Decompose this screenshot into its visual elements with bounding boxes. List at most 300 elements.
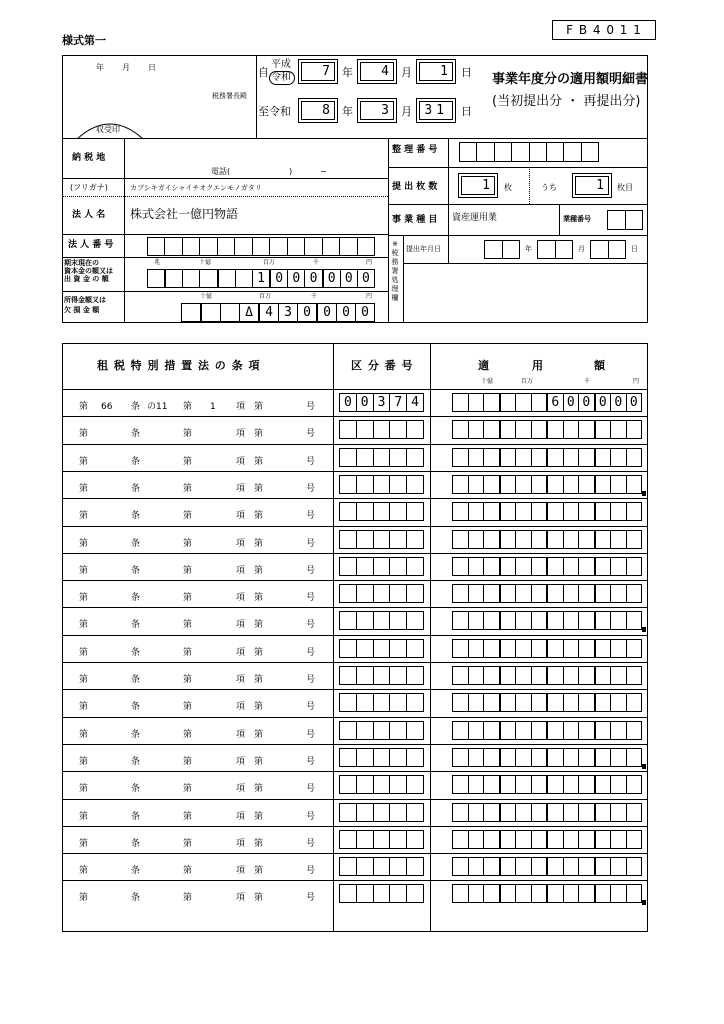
submit-year-field[interactable] bbox=[484, 240, 520, 259]
code-digit bbox=[357, 667, 374, 684]
amount-digit bbox=[611, 749, 627, 766]
dai-label: 第 bbox=[79, 483, 89, 494]
dai-label: 第 bbox=[254, 838, 264, 849]
amount-digit bbox=[516, 585, 532, 602]
amount-field[interactable] bbox=[452, 530, 642, 549]
code-digit bbox=[357, 503, 374, 520]
table-row bbox=[62, 799, 648, 826]
code-digit bbox=[390, 776, 407, 793]
amount-digit bbox=[516, 531, 532, 548]
of-field[interactable]: 1 bbox=[572, 173, 612, 198]
code-field[interactable] bbox=[339, 584, 424, 603]
dai-label: 第 bbox=[79, 675, 89, 685]
amount-digit bbox=[501, 394, 517, 411]
code-digit bbox=[374, 421, 391, 438]
amount-digit bbox=[532, 503, 549, 520]
digit-cell: 0 bbox=[361, 305, 369, 320]
amount-digit bbox=[548, 612, 564, 629]
amount-digit bbox=[627, 558, 642, 575]
code-digit bbox=[390, 804, 407, 821]
digit-cell bbox=[183, 270, 200, 287]
code-field[interactable] bbox=[339, 475, 424, 494]
amount-digit bbox=[532, 667, 549, 684]
amount-digit bbox=[627, 776, 642, 793]
kou-label: 項 bbox=[236, 620, 246, 631]
code-digit bbox=[357, 558, 374, 575]
capital-label-3: 出 資 金 の 額 bbox=[64, 275, 109, 283]
dai-label: 第 bbox=[183, 811, 193, 822]
amount-digit bbox=[484, 503, 501, 520]
dai-label: 第 bbox=[254, 620, 264, 631]
dai-label: 第 bbox=[254, 402, 264, 412]
amount-field[interactable] bbox=[452, 666, 642, 685]
amount-digit bbox=[532, 531, 549, 548]
amount-digit bbox=[548, 503, 564, 520]
amount-digit bbox=[579, 667, 596, 684]
digit-cell: 3 bbox=[279, 304, 298, 321]
amount-digit bbox=[579, 449, 596, 466]
amount-digit bbox=[516, 667, 532, 684]
amount-digit bbox=[579, 531, 596, 548]
table-row bbox=[62, 444, 648, 471]
capital-field[interactable] bbox=[147, 269, 375, 288]
jou-label: 条 bbox=[131, 429, 141, 440]
dai-label: 第 bbox=[183, 483, 193, 494]
sub-number[interactable]: の11 bbox=[147, 402, 168, 412]
receipt-day-label: 日 bbox=[148, 63, 156, 72]
gou-label: 号 bbox=[306, 483, 316, 494]
amount-digit bbox=[611, 503, 627, 520]
amount-field[interactable] bbox=[452, 884, 642, 903]
jou-label: 条 bbox=[131, 811, 141, 822]
amount-digit bbox=[611, 885, 627, 902]
amount-digit bbox=[532, 585, 549, 602]
code-digit bbox=[340, 885, 357, 902]
form-subtitle: (当初提出分 ・ 再提出分) bbox=[492, 94, 641, 109]
table-row bbox=[62, 471, 648, 498]
code-digit bbox=[374, 831, 391, 848]
code-field[interactable] bbox=[339, 448, 424, 467]
amount-digit bbox=[532, 694, 549, 711]
amount-digit bbox=[484, 858, 501, 875]
code-field[interactable] bbox=[339, 693, 424, 712]
amount-digit bbox=[548, 531, 564, 548]
row-divider bbox=[62, 553, 648, 554]
amount-digit bbox=[516, 885, 532, 902]
code-digit bbox=[357, 476, 374, 493]
amount-digit bbox=[532, 449, 549, 466]
dai-label: 第 bbox=[254, 866, 264, 877]
amount-digit bbox=[501, 531, 517, 548]
receipt-year-label: 年 bbox=[96, 63, 104, 72]
row-divider bbox=[62, 635, 648, 636]
amount-digit: 6 bbox=[548, 394, 564, 411]
amount-digit bbox=[453, 831, 469, 848]
amount-digit bbox=[484, 776, 501, 793]
amount-digit bbox=[596, 612, 612, 629]
income-field[interactable] bbox=[181, 303, 375, 322]
income-label-2: 欠 損 金 額 bbox=[64, 306, 100, 314]
amount-field[interactable] bbox=[452, 393, 642, 412]
amount-digit bbox=[548, 776, 564, 793]
amount-digit bbox=[484, 694, 501, 711]
capital-label-2: 資本金の額又は bbox=[64, 267, 113, 275]
code-digit bbox=[374, 640, 391, 657]
amount-digit bbox=[469, 612, 485, 629]
amount-digit bbox=[579, 612, 596, 629]
amount-field[interactable] bbox=[452, 611, 642, 630]
row-divider bbox=[62, 662, 648, 663]
dai-label: 第 bbox=[183, 838, 193, 849]
amount-field[interactable] bbox=[452, 502, 642, 521]
code-digit bbox=[374, 722, 391, 739]
code-digit bbox=[357, 449, 374, 466]
amount-digit bbox=[579, 558, 596, 575]
amount-digit bbox=[532, 394, 549, 411]
amount-digit bbox=[548, 804, 564, 821]
amount-digit bbox=[611, 531, 627, 548]
dai-label: 第 bbox=[183, 620, 193, 631]
gou-label: 号 bbox=[306, 675, 316, 685]
code-digit bbox=[374, 449, 391, 466]
dai-label: 第 bbox=[183, 511, 193, 522]
amount-digit bbox=[548, 476, 564, 493]
amount-digit bbox=[596, 503, 612, 520]
code-digit bbox=[340, 476, 357, 493]
amount-digit bbox=[501, 503, 517, 520]
digit-cell: 0 bbox=[288, 270, 305, 287]
dai-label: 第 bbox=[254, 784, 264, 795]
amount-digit bbox=[564, 722, 580, 739]
code-field[interactable] bbox=[339, 639, 424, 658]
amount-digit bbox=[516, 503, 532, 520]
row-divider bbox=[62, 526, 648, 527]
code-digit bbox=[374, 612, 391, 629]
submit-year-label: 年 bbox=[525, 245, 532, 253]
amount-digit bbox=[453, 585, 469, 602]
code-digit bbox=[340, 558, 357, 575]
from-month-field[interactable]: 4 bbox=[357, 59, 397, 84]
amount-digit bbox=[453, 421, 469, 438]
jou-label: 条 bbox=[131, 893, 141, 904]
amount-digit bbox=[611, 449, 627, 466]
amount-digit bbox=[579, 722, 596, 739]
jou-label: 条 bbox=[131, 866, 141, 877]
code-digit bbox=[357, 885, 374, 902]
address-field[interactable] bbox=[125, 139, 387, 177]
amount-digit bbox=[469, 503, 485, 520]
code-digit bbox=[390, 667, 407, 684]
unit-juoku: 十億 bbox=[199, 259, 212, 266]
gou-label: 号 bbox=[306, 702, 316, 713]
amount-digit bbox=[484, 558, 501, 575]
amount-digit: 0 bbox=[564, 394, 580, 411]
amount-digit bbox=[501, 667, 517, 684]
dai-label: 第 bbox=[183, 893, 193, 904]
capital-label-1: 期末現在の bbox=[64, 259, 99, 267]
code-digit bbox=[390, 885, 407, 902]
dai-label: 第 bbox=[79, 402, 89, 412]
amount-digit bbox=[484, 476, 501, 493]
code-digit bbox=[357, 776, 374, 793]
seiri-number-field[interactable] bbox=[459, 142, 599, 162]
amount-digit bbox=[501, 421, 517, 438]
row-divider bbox=[62, 444, 648, 445]
code-digit bbox=[340, 667, 357, 684]
dai-label: 第 bbox=[183, 784, 193, 795]
amount-digit bbox=[516, 776, 532, 793]
furigana-value[interactable]: カブシキガイシャイチオクエンモノガタリ bbox=[130, 184, 262, 192]
dai-label: 第 bbox=[79, 756, 89, 767]
amount-digit bbox=[611, 421, 627, 438]
amount-digit bbox=[548, 885, 564, 902]
from-day-field[interactable]: 1 bbox=[416, 59, 456, 84]
code-field[interactable] bbox=[339, 393, 424, 412]
code-digit bbox=[390, 531, 407, 548]
dai-label: 第 bbox=[183, 702, 193, 713]
jou-label: 条 bbox=[131, 756, 141, 767]
amount-digit bbox=[501, 749, 517, 766]
amount-digit bbox=[501, 558, 517, 575]
amount-digit bbox=[532, 640, 549, 657]
code-digit bbox=[357, 421, 374, 438]
amount-field[interactable] bbox=[452, 448, 642, 467]
amount-digit bbox=[532, 885, 549, 902]
amount-digit bbox=[611, 804, 627, 821]
form-title: 事業年度分の適用額明細書 bbox=[492, 72, 649, 87]
amount-digit bbox=[579, 885, 596, 902]
amount-digit bbox=[516, 558, 532, 575]
row-divider bbox=[62, 826, 648, 827]
code-digit bbox=[407, 749, 423, 766]
amount-digit bbox=[516, 421, 532, 438]
amount-digit bbox=[469, 667, 485, 684]
code-digit bbox=[357, 831, 374, 848]
code-digit bbox=[407, 858, 423, 875]
amount-digit bbox=[596, 885, 612, 902]
col-code-header: 区 分 番 号 bbox=[351, 359, 414, 372]
amount-digit bbox=[596, 722, 612, 739]
amount-digit bbox=[469, 694, 485, 711]
code-digit bbox=[340, 421, 357, 438]
jou-label: 条 bbox=[131, 647, 141, 658]
from-day-label: 日 bbox=[461, 66, 472, 79]
amount-digit bbox=[516, 804, 532, 821]
dai-label: 第 bbox=[254, 538, 264, 549]
to-year-field[interactable]: 8 bbox=[298, 98, 338, 123]
code-field[interactable] bbox=[339, 830, 424, 849]
table-row bbox=[62, 635, 648, 662]
code-field[interactable] bbox=[339, 420, 424, 439]
amount-digit bbox=[596, 558, 612, 575]
amount-digit bbox=[532, 858, 549, 875]
row-divider bbox=[62, 471, 648, 472]
amount-digit bbox=[596, 667, 612, 684]
amount-digit bbox=[548, 831, 564, 848]
amount-field[interactable] bbox=[452, 830, 642, 849]
company-name-label: 法 人 名 bbox=[72, 210, 106, 220]
code-field[interactable] bbox=[339, 748, 424, 767]
digit-cell: 0 bbox=[298, 304, 318, 321]
digit-cell: Δ bbox=[240, 304, 260, 321]
jou-label: 条 bbox=[131, 511, 141, 522]
amount-unit-en: 円 bbox=[633, 378, 640, 385]
kou-label: 項 bbox=[236, 593, 246, 604]
code-field[interactable] bbox=[339, 666, 424, 685]
code-field[interactable] bbox=[339, 857, 424, 876]
jou-label: 条 bbox=[131, 729, 141, 740]
col-law-header: 租 税 特 別 措 置 法 の 条 項 bbox=[97, 359, 261, 372]
amount-digit bbox=[501, 585, 517, 602]
gou-label: 号 bbox=[306, 511, 316, 522]
kou-label: 項 bbox=[236, 811, 246, 822]
amount-digit bbox=[564, 804, 580, 821]
amount-digit bbox=[469, 831, 485, 848]
of-label: うち bbox=[541, 183, 557, 192]
amount-digit bbox=[516, 694, 532, 711]
amount-digit bbox=[564, 749, 580, 766]
amount-field[interactable] bbox=[452, 639, 642, 658]
corp-number-label: 法 人 番 号 bbox=[68, 240, 114, 250]
gou-label: 号 bbox=[306, 729, 316, 740]
amount-digit bbox=[532, 804, 549, 821]
amount-digit bbox=[453, 694, 469, 711]
amount-field[interactable] bbox=[452, 857, 642, 876]
amount-field[interactable] bbox=[452, 775, 642, 794]
amount-digit bbox=[564, 858, 580, 875]
amount-field[interactable] bbox=[452, 584, 642, 603]
row-divider bbox=[62, 880, 648, 881]
industry-code-field[interactable] bbox=[607, 210, 643, 230]
business-value[interactable]: 資産運用業 bbox=[452, 213, 498, 223]
gou-label: 号 bbox=[306, 838, 316, 849]
code-field[interactable] bbox=[339, 803, 424, 822]
code-digit bbox=[340, 585, 357, 602]
amount-field[interactable] bbox=[452, 721, 642, 740]
amount-digit bbox=[516, 858, 532, 875]
from-era-reiwa: 令和 bbox=[271, 72, 291, 83]
amount-digit bbox=[611, 722, 627, 739]
to-month-field[interactable]: 3 bbox=[357, 98, 397, 123]
item-number[interactable]: 1 bbox=[210, 402, 216, 412]
amount-field[interactable] bbox=[452, 748, 642, 767]
amount-digit bbox=[453, 394, 469, 411]
dai-label: 第 bbox=[183, 756, 193, 767]
dai-label: 第 bbox=[79, 702, 89, 713]
amount-digit bbox=[501, 858, 517, 875]
unit-cho: 兆 bbox=[154, 259, 161, 266]
amount-field[interactable] bbox=[452, 803, 642, 822]
amount-digit bbox=[516, 394, 532, 411]
row-divider bbox=[62, 771, 648, 772]
from-era-heisei: 平成 bbox=[271, 59, 291, 70]
amount-digit bbox=[469, 558, 485, 575]
of-unit: 枚目 bbox=[617, 183, 633, 192]
amount-field[interactable] bbox=[452, 420, 642, 439]
row-divider bbox=[62, 607, 648, 608]
code-digit bbox=[407, 640, 423, 657]
amount-field[interactable] bbox=[452, 693, 642, 712]
amount-digit bbox=[501, 804, 517, 821]
code-field[interactable] bbox=[339, 721, 424, 740]
industry-code-label: 業種番号 bbox=[563, 215, 591, 223]
amount-digit bbox=[469, 449, 485, 466]
code-field[interactable] bbox=[339, 611, 424, 630]
amount-digit bbox=[453, 885, 469, 902]
amount-digit bbox=[516, 749, 532, 766]
code-field[interactable] bbox=[339, 775, 424, 794]
amount-digit bbox=[596, 640, 612, 657]
kou-label: 項 bbox=[236, 675, 246, 685]
count-field[interactable]: 1 bbox=[458, 173, 498, 198]
company-name[interactable]: 株式会社一億円物語 bbox=[130, 207, 239, 221]
submit-day-field[interactable] bbox=[590, 240, 626, 259]
dai-label: 第 bbox=[183, 593, 193, 604]
from-year-field[interactable]: 7 bbox=[298, 59, 338, 84]
corp-number-field[interactable] bbox=[147, 237, 375, 256]
digit-cell: 4 bbox=[260, 304, 279, 321]
code-field[interactable] bbox=[339, 557, 424, 576]
dai-label: 第 bbox=[254, 429, 264, 440]
dai-label: 第 bbox=[183, 675, 193, 685]
amount-digit bbox=[501, 694, 517, 711]
code-digit bbox=[390, 421, 407, 438]
from-prefix: 自 bbox=[258, 66, 269, 79]
dai-label: 第 bbox=[79, 538, 89, 549]
amount-digit bbox=[627, 694, 642, 711]
code-digit bbox=[374, 531, 391, 548]
digit-cell bbox=[182, 304, 202, 321]
code-field[interactable] bbox=[339, 530, 424, 549]
digit-cell bbox=[200, 270, 218, 287]
seiri-label: 整 理 番 号 bbox=[392, 145, 438, 155]
amount-field[interactable] bbox=[452, 557, 642, 576]
amount-digit bbox=[484, 394, 501, 411]
code-digit bbox=[390, 640, 407, 657]
amount-digit bbox=[484, 831, 501, 848]
amount-digit bbox=[596, 776, 612, 793]
amount-digit bbox=[579, 421, 596, 438]
submit-month-field[interactable] bbox=[537, 240, 573, 259]
amount-digit bbox=[548, 722, 564, 739]
code-digit: 4 bbox=[411, 395, 419, 410]
amount-digit bbox=[501, 722, 517, 739]
to-day-field[interactable]: 31 bbox=[416, 98, 456, 123]
kou-label: 項 bbox=[236, 866, 246, 877]
table-row bbox=[62, 389, 648, 416]
code-digit bbox=[390, 503, 407, 520]
amount-digit bbox=[579, 804, 596, 821]
amount-field[interactable] bbox=[452, 475, 642, 494]
table-row bbox=[62, 717, 648, 744]
to-day-label: 日 bbox=[461, 105, 472, 118]
amount-digit bbox=[469, 776, 485, 793]
article-number[interactable]: 66 bbox=[101, 402, 113, 412]
dai-label: 第 bbox=[254, 675, 264, 685]
kou-label: 項 bbox=[236, 429, 246, 440]
amount-digit bbox=[548, 858, 564, 875]
jou-label: 条 bbox=[131, 784, 141, 795]
digit-cell: 0 bbox=[362, 271, 370, 286]
code-digit bbox=[374, 667, 391, 684]
amount-digit bbox=[532, 776, 549, 793]
business-label: 事 業 種 目 bbox=[392, 215, 438, 225]
code-field[interactable] bbox=[339, 884, 424, 903]
col-amount-header-3: 額 bbox=[594, 359, 605, 372]
amount-digit bbox=[469, 531, 485, 548]
code-field[interactable] bbox=[339, 502, 424, 521]
furigana-label: (フリガナ) bbox=[70, 183, 108, 192]
